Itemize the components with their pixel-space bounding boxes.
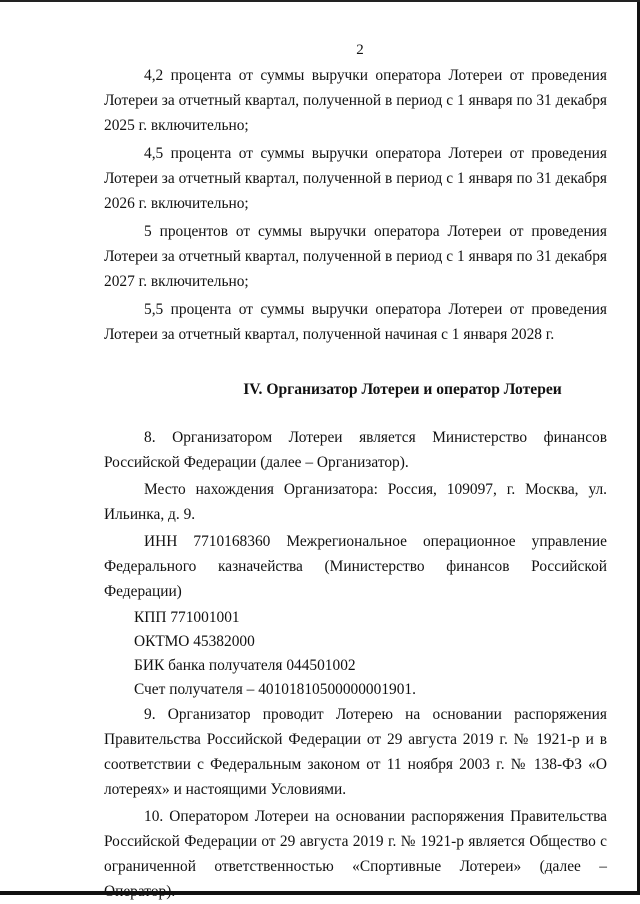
paragraph-10: 10. Оператором Лотереи на основании распоряжения Правительства Российской Федерации от 29 августа 2019 г. № 1921-р является Общество с ограниченной ответственностью «Спортивные Лотереи» (далее – Оператор). (104, 808, 607, 900)
paragraph-rate-2028: 5,5 процента от суммы выручки оператора Лотереи от проведения Лотереи за отчетный квартал, полученной начиная с 1 января 2028 г. (104, 301, 607, 343)
top-border (0, 0, 640, 2)
oktmo-line: ОКТМО 45382000 (134, 633, 255, 650)
bik-line: БИК банка получателя 044501002 (134, 657, 356, 674)
page-body (104, 63, 607, 904)
paragraph-location: Место нахождения Организатора: Россия, 109097, г. Москва, ул. Ильинка, д. 9. (104, 481, 607, 523)
paragraph-rate-2027: 5 процентов от суммы выручки оператора Лотереи от проведения Лотереи за отчетный квартал, полученной в период с 1 января по 31 декабря 2027 г. включительно; (104, 223, 607, 290)
section-heading: IV. Организатор Лотереи и оператор Лотереи (243, 381, 562, 398)
paragraph-8: 8. Организатором Лотереи является Министерство финансов Российской Федерации (далее – Организатор). (104, 429, 607, 471)
paragraph-9: 9. Организатор проводит Лотерею на основании распоряжения Правительства Российской Федерации от 29 августа 2019 г. № 1921-р и в соответствии с Федеральным законом от 11 ноября 2003 г. № 138-ФЗ «О лотереях» и настоящими Условиями. (104, 706, 607, 798)
account-line: Счет получателя – 40101810500000001901. (134, 681, 416, 698)
page-number: 2 (356, 42, 364, 58)
kpp-line: КПП 771001001 (134, 609, 240, 626)
paragraph-inn: ИНН 7710168360 Межрегиональное операционное управление Федерального казначейства (Министерство финансов Российской Федерации) (104, 533, 607, 600)
paragraph-rate-2026: 4,5 процента от суммы выручки оператора Лотереи от проведения Лотереи за отчетный квартал, полученной в период с 1 января по 31 декабря 2026 г. включительно; (104, 145, 607, 212)
paragraph-rate-2025: 4,2 процента от суммы выручки оператора Лотереи от проведения Лотереи за отчетный квартал, полученной в период с 1 января по 31 декабря 2025 г. включительно; (104, 67, 607, 134)
